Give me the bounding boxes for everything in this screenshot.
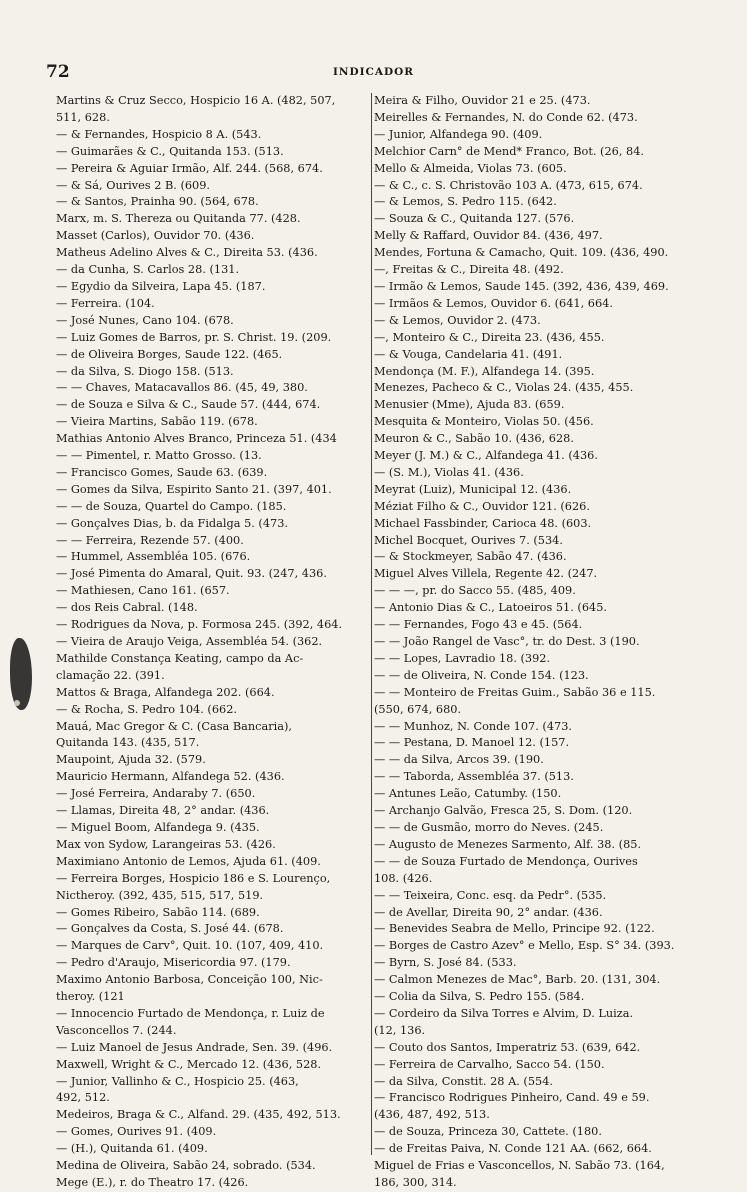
directory-entry: — Antonio Dias & C., Latoeiros 51. (645. [374, 601, 607, 615]
directory-entry: — & Lemos, S. Pedro 115. (642. [374, 195, 557, 209]
directory-entry: Menezes, Pacheco & C., Violas 24. (435, 455. [374, 381, 634, 395]
directory-entry: Mesquita & Monteiro, Violas 50. (456. [374, 415, 594, 429]
directory-entry: Miguel Alves Villela, Regente 42. (247. [374, 567, 598, 581]
directory-entry: — Innocencio Furtado de Mendonça, r. Luiz de [56, 1006, 325, 1020]
directory-entry: — de Souza, Princeza 30, Cattete. (180. [374, 1125, 602, 1139]
directory-entry: — & Santos, Prainha 90. (564, 678. [56, 195, 259, 209]
directory-entry: — Colia da Silva, S. Pedro 155. (584. [374, 990, 585, 1004]
directory-entry: — Souza & C., Quitanda 127. (576. [374, 212, 575, 226]
directory-entry: Mendonça (M. F.), Alfandega 14. (395. [374, 364, 595, 378]
directory-entry: Maupoint, Ajuda 32. (579. [56, 753, 206, 767]
directory-entry: — — João Rangel de Vasc°, tr. do Dest. 3 (190. [374, 635, 640, 648]
directory-entry: Miguel de Frias e Vasconcellos, N. Sabão 73. (164, [374, 1159, 665, 1173]
directory-entry: Martins & Cruz Secco, Hospicio 16 A. (482, 507, [56, 94, 336, 107]
directory-entry: Méziat Filho & C., Ouvidor 121. (626. [374, 499, 590, 513]
running-head: INDICADOR [332, 66, 414, 78]
directory-entry: — — Pestana, D. Manoel 12. (157. [374, 736, 570, 750]
directory-entry: — Junior, Alfandega 90. (409. [374, 127, 543, 141]
directory-entry: — Luiz Manoel de Jesus Andrade, Sen. 39. (496. [56, 1040, 333, 1054]
directory-entry: — Archanjo Galvão, Fresca 25, S. Dom. (120. [374, 804, 633, 818]
directory-entry: — Gomes, Ourives 91. (409. [56, 1125, 217, 1139]
directory-entry: Maximiano Antonio de Lemos, Ajuda 61. (409. [56, 854, 321, 868]
directory-entry: — Luiz Gomes de Barros, pr. S. Christ. 19. (209. [56, 330, 332, 344]
directory-entry: —, Monteiro & C., Direita 23. (436, 455. [374, 330, 605, 344]
directory-entry: Matheus Adelino Alves & C., Direita 53. (436. [56, 246, 318, 260]
directory-entry: — de Avellar, Direita 90, 2° andar. (436. [374, 905, 603, 919]
directory-entry: — Francisco Rodrigues Pinheiro, Cand. 49 e 59. [374, 1091, 650, 1105]
directory-entry: Marx, m. S. Thereza ou Quitanda 77. (428. [56, 212, 301, 226]
directory-entry: — José Nunes, Cano 104. (678. [56, 313, 234, 327]
directory-entry: — Llamas, Direita 48, 2° andar. (436. [56, 804, 270, 818]
directory-entry: — da Silva, S. Diogo 158. (513. [56, 364, 234, 378]
directory-entry: Nictheroy. (392, 435, 515, 517, 519. [56, 888, 264, 902]
directory-entry: Mauricio Hermann, Alfandega 52. (436. [56, 770, 285, 784]
directory-entry: Max von Sydow, Larangeiras 53. (426. [56, 837, 276, 851]
directory-entry: — Gonçalves Dias, b. da Fidalga 5. (473. [56, 516, 288, 530]
directory-entry: — — da Silva, Arcos 39. (190. [374, 753, 544, 767]
directory-entry: — — de Oliveira, N. Conde 154. (123. [374, 668, 589, 682]
directory-entry: —, Freitas & C., Direita 48. (492. [374, 263, 564, 277]
directory-entry: Vasconcellos 7. (244. [56, 1023, 177, 1037]
directory-entry: (12, 136. [374, 1023, 426, 1037]
directory-entry: — Gomes Ribeiro, Sabão 114. (689. [56, 905, 260, 919]
directory-entry: — — de Souza, Quartel do Campo. (185. [56, 499, 287, 513]
directory-entry: — da Silva, Constit. 28 A. (554. [374, 1074, 553, 1088]
binding-hole [14, 700, 20, 706]
ink-blot [10, 638, 32, 710]
directory-entry: — & Sá, Ourives 2 B. (609. [56, 178, 211, 192]
directory-entry: — — Fernandes, Fogo 43 e 45. (564. [374, 618, 583, 632]
directory-entry: Michel Bocquet, Ourives 7. (534. [374, 533, 563, 547]
directory-entry: — Benevides Seabra de Mello, Principe 92. (122. [374, 922, 655, 936]
directory-entry: — Guimarães & C., Quitanda 153. (513. [56, 144, 284, 158]
directory-entry: theroy. (121 [56, 990, 125, 1004]
directory-entry: — — Munhoz, N. Conde 107. (473. [374, 719, 572, 733]
directory-entry: — Francisco Gomes, Saude 63. (639. [56, 465, 268, 479]
directory-entry: 108. (426. [374, 871, 433, 885]
directory-entry: Mattos & Braga, Alfandega 202. (664. [56, 685, 275, 699]
directory-entry: — Miguel Boom, Alfandega 9. (435. [56, 820, 260, 834]
directory-entry: — Antunes Leão, Catumby. (150. [374, 787, 562, 801]
directory-entry: (550, 674, 680. [374, 702, 462, 716]
directory-entry: Meyrat (Luiz), Municipal 12. (436. [374, 482, 572, 496]
directory-entry: — Borges de Castro Azev° e Mello, Esp. S° 34. (393. [374, 939, 675, 953]
directory-entry: — — —, pr. do Sacco 55. (485, 409. [374, 584, 576, 598]
directory-entry: Meyer (J. M.) & C., Alfandega 41. (436. [374, 449, 598, 463]
directory-entry: — & Vouga, Candelaria 41. (491. [374, 347, 563, 361]
directory-entry: Medina de Oliveira, Sabão 24, sobrado. (534. [56, 1159, 316, 1173]
directory-entry: — Marques de Carv°, Quit. 10. (107, 409, 410. [56, 939, 324, 953]
directory-entry: clamação 22. (391. [56, 668, 165, 682]
directory-entry: — Ferreira. (104. [56, 296, 155, 310]
page-number: 72 [46, 62, 70, 82]
directory-entry: — — Monteiro de Freitas Guim., Sabão 36 e 115. [374, 685, 656, 699]
directory-entry: — Irmãos & Lemos, Ouvidor 6. (641, 664. [374, 296, 613, 310]
directory-entry: — de Oliveira Borges, Saude 122. (465. [56, 347, 283, 361]
directory-entry: — Calmon Menezes de Mac°, Barb. 20. (131, 304. [374, 973, 661, 987]
directory-column-right [374, 93, 704, 1192]
directory-entry: Mauá, Mac Gregor & C. (Casa Bancaria), [56, 719, 292, 733]
directory-entry: Maximo Antonio Barbosa, Conceição 100, Nic- [56, 973, 323, 987]
directory-entry: — Gomes da Silva, Espirito Santo 21. (397, 401. [56, 482, 332, 496]
directory-entry: Mathias Antonio Alves Branco, Princeza 51. (434 [56, 432, 337, 446]
directory-entry: — — de Souza Furtado de Mendonça, Ourives [374, 854, 638, 868]
directory-entry: Michael Fassbinder, Carioca 48. (603. [374, 516, 592, 530]
directory-entry: 511, 628. [56, 110, 110, 124]
directory-entry: — (H.), Quitanda 61. (409. [56, 1142, 208, 1156]
directory-entry: — — de Gusmão, morro do Neves. (245. [374, 820, 604, 834]
directory-entry: — José Pimenta do Amaral, Quit. 93. (247, 436. [56, 567, 327, 581]
directory-entry: Quitanda 143. (435, 517. [56, 736, 200, 750]
directory-entry: — Mathiesen, Cano 161. (657. [56, 584, 230, 598]
directory-entry: — Pedro d'Araujo, Misericordia 97. (179. [56, 956, 291, 970]
directory-entry: — Byrn, S. José 84. (533. [374, 956, 517, 970]
directory-entry: — — Ferreira, Rezende 57. (400. [56, 533, 244, 547]
directory-entry: — Couto dos Santos, Imperatriz 53. (639, 642. [374, 1040, 641, 1054]
directory-entry: 492, 512. [56, 1091, 110, 1105]
directory-entry: — Pereira & Aguiar Irmão, Alf. 244. (568, 674. [56, 161, 323, 175]
directory-entry: — José Ferreira, Andaraby 7. (650. [56, 787, 256, 801]
directory-entry: Meirelles & Fernandes, N. do Conde 62. (473. [374, 110, 638, 124]
directory-entry: Melly & Raffard, Ouvidor 84. (436, 497. [374, 229, 603, 243]
directory-entry: — Cordeiro da Silva Torres e Alvim, D. Luiza. [374, 1006, 634, 1020]
directory-entry: Mege (E.), r. do Theatro 17. (426. [56, 1176, 249, 1189]
directory-entry: Melchior Carn° de Mend* Franco, Bot. (26, 84. [374, 144, 644, 158]
directory-entry: — Junior, Vallinho & C., Hospicio 25. (463, [56, 1074, 299, 1088]
directory-entry: — Hummel, Assembléa 105. (676. [56, 550, 251, 564]
directory-entry: Mendes, Fortuna & Camacho, Quit. 109. (436, 490. [374, 246, 669, 260]
directory-entry: — & Rocha, S. Pedro 104. (662. [56, 702, 237, 716]
directory-entry: — (S. M.), Violas 41. (436. [374, 465, 524, 479]
directory-entry: Meira & Filho, Ouvidor 21 e 25. (473. [374, 94, 591, 107]
directory-entry: — de Souza e Silva & C., Saude 57. (444, 674. [56, 398, 321, 412]
directory-entry: — & Lemos, Ouvidor 2. (473. [374, 313, 541, 327]
directory-entry: — Egydio da Silveira, Lapa 45. (187. [56, 279, 266, 293]
directory-entry: — — Chaves, Matacavallos 86. (45, 49, 380. [56, 381, 308, 395]
directory-column-left [56, 93, 372, 1192]
directory-entry: Mathilde Constança Keating, campo da Ac- [56, 651, 304, 665]
directory-entry: — Augusto de Menezes Sarmento, Alf. 38. (85. [374, 837, 642, 851]
directory-entry: — Irmão & Lemos, Saude 145. (392, 436, 439, 469. [374, 279, 669, 293]
directory-entry: — — Lopes, Lavradio 18. (392. [374, 651, 551, 665]
directory-entry: Meuron & C., Sabão 10. (436, 628. [374, 432, 574, 446]
directory-entry: — da Cunha, S. Carlos 28. (131. [56, 263, 240, 277]
directory-entry: — — Teixeira, Conc. esq. da Pedr°. (535. [374, 888, 607, 902]
directory-entry: — de Freitas Paiva, N. Conde 121 AA. (662, 664. [374, 1142, 652, 1156]
directory-entry: — — Pimentel, r. Matto Grosso. (13. [56, 449, 262, 463]
directory-entry: — Vieira Martins, Sabão 119. (678. [56, 415, 258, 429]
directory-entry: — dos Reis Cabral. (148. [56, 601, 198, 615]
directory-entry: Medeiros, Braga & C., Alfand. 29. (435, 492, 513. [56, 1108, 341, 1122]
directory-entry: Masset (Carlos), Ouvidor 70. (436. [56, 229, 255, 243]
directory-entry: — & C., c. S. Christovão 103 A. (473, 615, 674. [374, 178, 643, 192]
directory-entry: — Ferreira de Carvalho, Sacco 54. (150. [374, 1057, 605, 1071]
directory-entry: — — Taborda, Assembléa 37. (513. [374, 770, 574, 784]
directory-entry: — Rodrigues da Nova, p. Formosa 245. (392, 464. [56, 618, 343, 632]
directory-entry: — Gonçalves da Costa, S. José 44. (678. [56, 922, 284, 936]
directory-entry: Mello & Almeida, Violas 73. (605. [374, 161, 567, 175]
directory-entry: — Ferreira Borges, Hospicio 186 e S. Lourenço, [56, 871, 331, 885]
directory-entry: — Vieira de Araujo Veiga, Assembléa 54. (362. [56, 635, 323, 648]
directory-entry: Maxwell, Wright & C., Mercado 12. (436, 528. [56, 1057, 322, 1071]
directory-entry: 186, 300, 314. [374, 1176, 457, 1189]
directory-entry: Menusier (Mme), Ajuda 83. (659. [374, 398, 565, 412]
directory-entry: — & Fernandes, Hospicio 8 A. (543. [56, 127, 262, 141]
directory-entry: — & Stockmeyer, Sabão 47. (436. [374, 550, 567, 564]
directory-entry: (436, 487, 492, 513. [374, 1108, 490, 1122]
